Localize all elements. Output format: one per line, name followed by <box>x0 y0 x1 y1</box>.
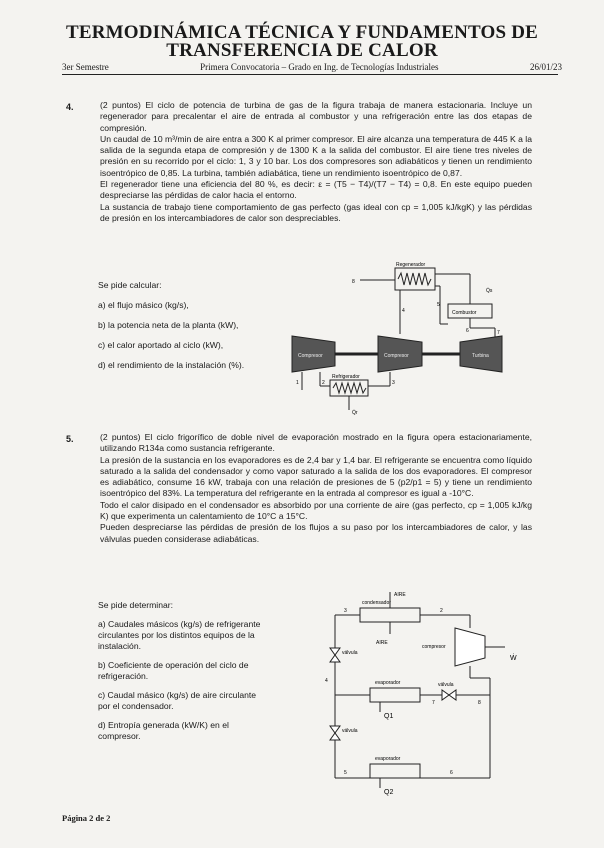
combustor-label: Combustor <box>452 310 477 316</box>
q5-item-d: d) Entropía generada (kW/K) en el compresor. <box>98 720 229 741</box>
state-label: 8 <box>352 279 355 285</box>
valve-3-shape <box>330 726 340 733</box>
q5-paragraph: La presión de la sustancia en los evaporadores es de 2,4 bar y 1,4 bar. El refrigerante se encuentra como líquido saturado a la salida del condensador y como vapor saturado a la salida de los dos evaporadores. El compresor es adiabático, consume 16 kW, trabaja con una relación de presiones de 5 (p2/p1 = 5) y tiene un rendimiento isoentrópico del 83%. La temperatura del refrigerante en la entrada al compresor es igual a -10°C. <box>100 454 532 499</box>
exam-subheader <box>62 62 562 72</box>
state-label: 7 <box>432 700 435 706</box>
refrigeration-diagram <box>320 588 540 798</box>
state-label: 3 <box>392 380 395 386</box>
question-4-statement <box>100 100 532 224</box>
valve-2-shape <box>442 690 449 700</box>
question-4-tasks <box>98 280 244 380</box>
condenser-label: condensador <box>362 600 391 606</box>
q4-paragraph: La sustancia de trabajo tiene comportamiento de gas perfecto (gas ideal con cp = 1,005 kJ/kgK) y las pérdidas de presión en los intercambiadores de calor son despreciables. <box>100 201 532 223</box>
q4-paragraph: El regenerador tiene una eficiencia del 80 %, es decir: ε = (T5 − T4)/(T7 − T4) = 0,8. En este equipo pueden despreciarse las pérdidas de calor hacia el entorno. <box>100 179 532 201</box>
question-5-number: 5. <box>66 434 74 444</box>
compressor-2-label: Compresor <box>384 353 409 359</box>
q1-label: Q1 <box>384 713 394 720</box>
exam-title-line2: TRANSFERENCIA DE CALOR <box>166 40 438 61</box>
state-label: 2 <box>322 380 325 386</box>
state-label: 8 <box>478 700 481 706</box>
condenser-box <box>360 608 420 622</box>
page-footer: Página 2 de 2 <box>62 813 111 823</box>
question-5-statement <box>100 432 532 545</box>
turbine-label: Turbina <box>472 353 489 359</box>
regenerator-label: Regenerador <box>396 262 426 268</box>
gas-turbine-diagram <box>290 262 520 422</box>
exam-title-line1: TERMODINÁMICA TÉCNICA Y FUNDAMENTOS DE <box>65 22 539 43</box>
compressor-shape <box>455 628 485 666</box>
q2-label: Q2 <box>384 789 394 796</box>
work-label: Ẇ <box>510 655 517 662</box>
q5-item-c: c) Caudal másico (kg/s) de aire circulante por el condensador. <box>98 690 257 711</box>
valve-1-shape <box>330 648 340 655</box>
state-label: 6 <box>466 328 469 334</box>
q5-paragraph: (2 puntos) El ciclo frigorífico de doble nivel de evaporación mostrado en la figura opera estacionariamente, utilizando R134a como sustancia refrigerante. <box>100 432 532 454</box>
state-label: 6 <box>450 770 453 776</box>
state-label: 5 <box>344 770 347 776</box>
state-label: 1 <box>296 380 299 386</box>
q5-item-b: b) Coeficiente de operación del ciclo de refrigeración. <box>98 660 249 681</box>
q4-item-b: b) la potencia neta de la planta (kW), <box>98 320 239 330</box>
q4-paragraph: (2 puntos) El ciclo de potencia de turbina de gas de la figura trabaja de manera estacionaria. Incluye un regenerador para precalentar el aire de entrada al combustor y una refrigeración entre las dos etapas de compresión. <box>100 100 532 133</box>
intercooler-label: Refrigerador <box>332 374 360 380</box>
state-label: 4 <box>325 678 328 684</box>
q4-item-c: c) el calor aportado al ciclo (kW), <box>98 340 224 350</box>
state-label: 4 <box>402 308 405 314</box>
q5-ask: Se pide determinar: <box>98 600 173 610</box>
compressor-1-label: Compresor <box>298 353 323 359</box>
qr-label: Q̇r <box>352 410 358 416</box>
q5-paragraph: Pueden despreciarse las pérdidas de presión de los flujos a su paso por los intercambiadores de calor, y las válvulas pueden considerase adiabáticas. <box>100 522 532 544</box>
state-label: 7 <box>497 330 500 336</box>
compressor-label: compresor <box>422 644 446 650</box>
evaporator-2-box <box>370 764 420 778</box>
evaporator-1-box <box>370 688 420 702</box>
exam-date: 26/01/23 <box>529 62 562 72</box>
question-5-tasks <box>98 600 268 750</box>
valve-1-label: válvula <box>342 650 358 656</box>
qs-label: Q̇s <box>486 288 493 294</box>
semester: 3er Semestre <box>62 62 109 72</box>
convocatoria: Primera Convocatoria – Grado en Ing. de Tecnologías Industriales <box>200 62 439 72</box>
state-label: 2 <box>440 608 443 614</box>
q4-ask: Se pide calcular: <box>98 280 162 290</box>
q4-item-d: d) el rendimiento de la instalación (%). <box>98 360 245 370</box>
q4-paragraph: Un caudal de 10 m³/min de aire entra a 300 K al primer compresor. El aire alcanza una temperatura de 445 K a la salida de la segunda etapa de compresión y de 1300 K a la salida del combustor. El aire tiene tres niveles de presión en su recorrido por el ciclo: 1, 3 y 10 bar. Los dos compresores son adiabáticos y tienen un rendimiento isoentrópico de 0,85. La turbina, también adiabática, tiene un rendimiento isoentrópico de 0,87. <box>100 133 532 178</box>
state-label: 3 <box>344 608 347 614</box>
air-out-label: AIRE <box>376 640 388 646</box>
valve-3-label: válvula <box>342 728 358 734</box>
question-4-number: 4. <box>66 102 74 112</box>
q5-item-a: a) Caudales másicos (kg/s) de refrigerante circulantes por los distintos equipos de la instalación. <box>98 619 261 651</box>
evaporator-1-label: evaporador <box>375 680 401 686</box>
air-in-label: AIRE <box>394 592 406 598</box>
evaporator-2-label: evaporador <box>375 756 401 762</box>
state-label: 5 <box>437 302 440 308</box>
q4-item-a: a) el flujo másico (kg/s), <box>98 300 189 310</box>
header-divider <box>62 74 558 75</box>
q5-paragraph: Todo el calor disipado en el condensador es absorbido por una corriente de aire (gas perfecto, cp = 1,005 kJ/kg K) que experimenta un calentamiento de 10°C a 15°C. <box>100 499 532 522</box>
valve-2-label: válvula <box>438 682 454 688</box>
